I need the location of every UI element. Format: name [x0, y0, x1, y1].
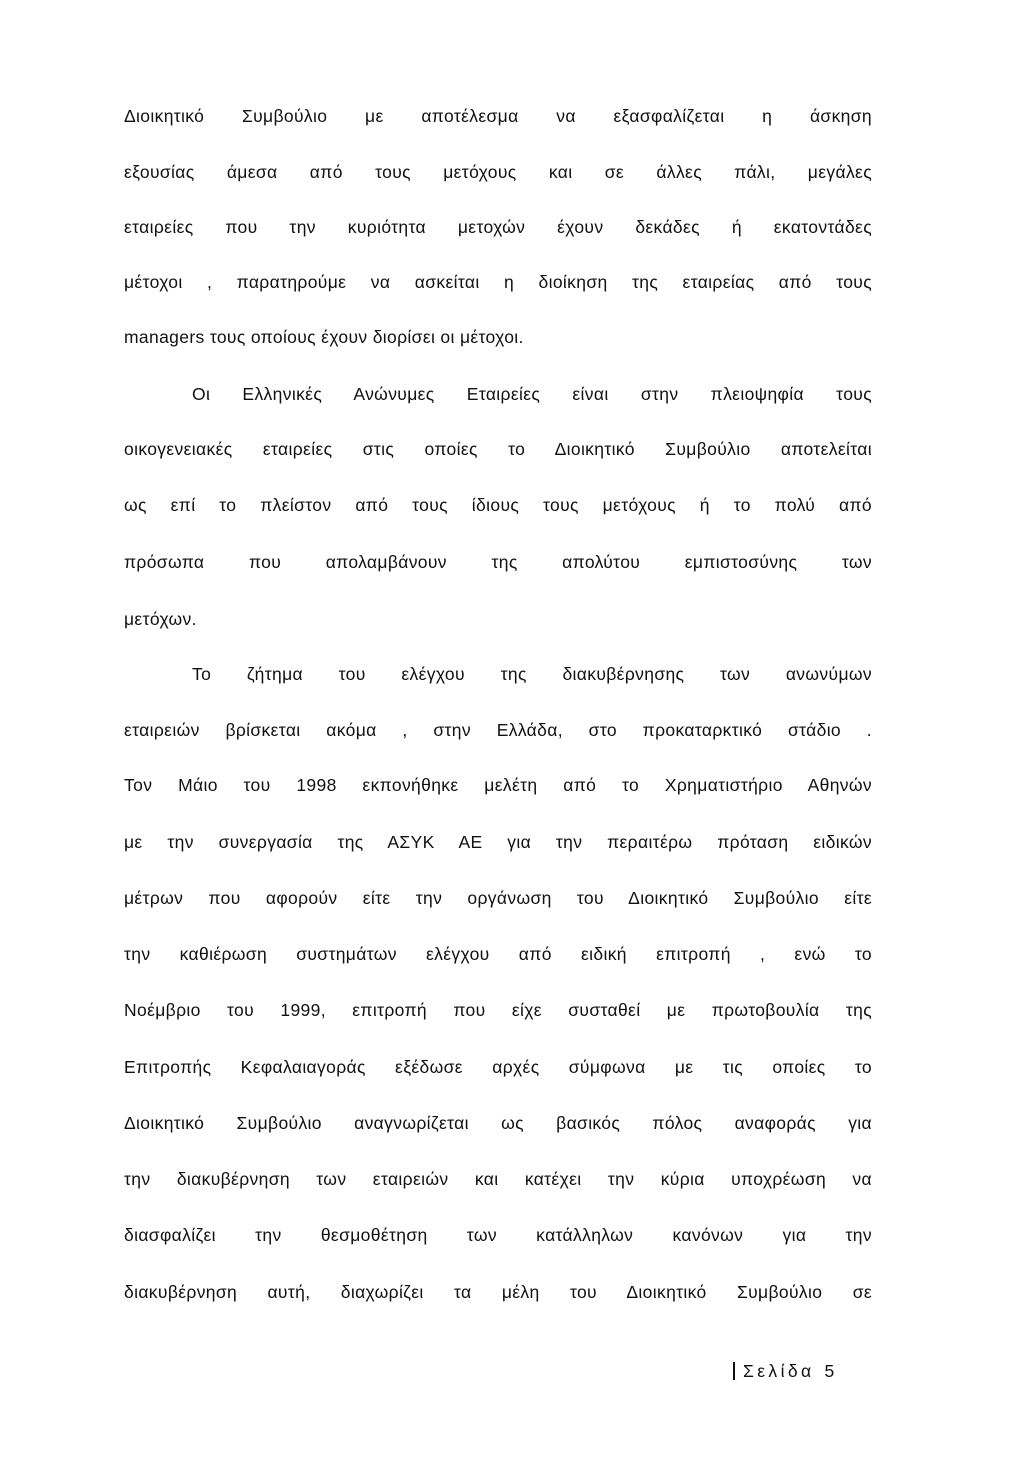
text-line: με την συνεργασία της ΑΣΥΚ ΑΕ για την περαιτέρω πρόταση ειδικών — [124, 832, 872, 852]
text-line: εταιρείες που την κυριότητα μετοχών έχουν δεκάδες ή εκατοντάδες — [124, 217, 872, 237]
text-line: εξουσίας άμεσα από τους μετόχους και σε άλλες πάλι, μεγάλες — [124, 162, 872, 182]
text-line: Διοικητικό Συμβούλιο με αποτέλεσμα να εξασφαλίζεται η άσκηση — [124, 106, 872, 126]
text-line: πρόσωπα που απολαμβάνουν της απολύτου εμπιστοσύνης των — [124, 552, 872, 572]
text-line: Νοέμβριο του 1999, επιτροπή που είχε συσταθεί με πρωτοβουλία της — [124, 1000, 872, 1020]
page-number: 5 — [824, 1361, 835, 1381]
text-line: την καθιέρωση συστημάτων ελέγχου από ειδική επιτροπή , ενώ το — [124, 944, 872, 964]
paragraph-first-line: Οι Ελληνικές Ανώνυμες Εταιρείες είναι στην πλειοψηφία τους — [192, 384, 872, 404]
text-line: διακυβέρνηση αυτή, διαχωρίζει τα μέλη του Διοικητικό Συμβούλιο σε — [124, 1282, 872, 1302]
page-footer — [733, 1359, 834, 1383]
paragraph-first-line: Το ζήτημα του ελέγχου της διακυβέρνησης των ανωνύμων — [192, 664, 872, 684]
text-line: Επιτροπής Κεφαλαιαγοράς εξέδωσε αρχές σύμφωνα με τις οποίες το — [124, 1057, 872, 1077]
text-line: μέτρων που αφορούν είτε την οργάνωση του Διοικητικό Συμβούλιο είτε — [124, 888, 872, 908]
text-line: την διακυβέρνηση των εταιρειών και κατέχει την κύρια υποχρέωση να — [124, 1169, 872, 1189]
page-label: Σελίδα — [743, 1361, 815, 1381]
text-line: managers τους οποίους έχουν διορίσει οι μέτοχοι. — [124, 327, 524, 347]
text-line: Διοικητικό Συμβούλιο αναγνωρίζεται ως βασικός πόλος αναφοράς για — [124, 1113, 872, 1133]
text-line: ως επί το πλείστον από τους ίδιους τους μετόχους ή το πολύ από — [124, 495, 872, 515]
footer-divider — [733, 1362, 735, 1380]
text-line: διασφαλίζει την θεσμοθέτηση των κατάλληλων κανόνων για την — [124, 1225, 872, 1245]
text-line: μέτοχοι , παρατηρούμε να ασκείται η διοίκηση της εταιρείας από τους — [124, 272, 872, 292]
text-line: οικογενειακές εταιρείες στις οποίες το Διοικητικό Συμβούλιο αποτελείται — [124, 439, 872, 459]
text-line: εταιρειών βρίσκεται ακόμα , στην Ελλάδα, στο προκαταρκτικό στάδιο . — [124, 720, 872, 740]
text-line: Τον Μάιο του 1998 εκπονήθηκε μελέτη από το Χρηματιστήριο Αθηνών — [124, 775, 872, 795]
text-line: μετόχων. — [124, 609, 197, 629]
